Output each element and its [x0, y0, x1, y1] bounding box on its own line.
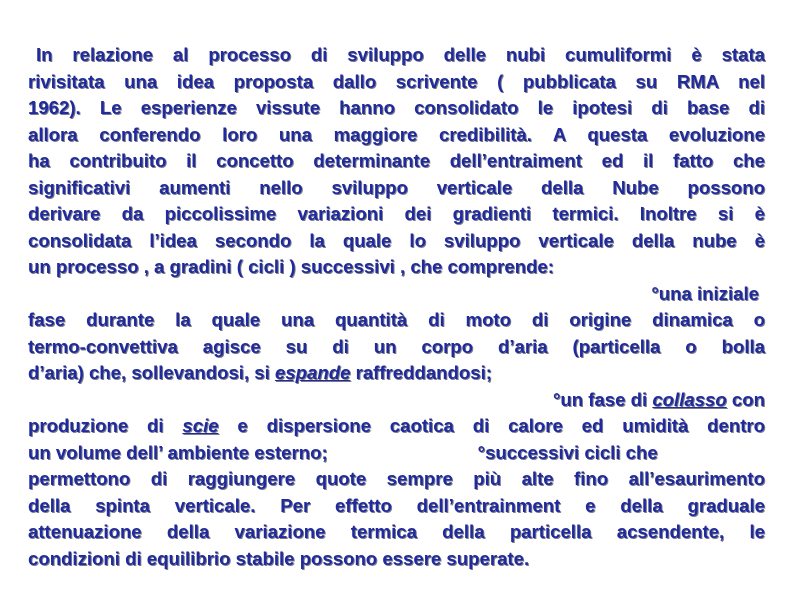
text-line-17: permettono di raggiungere quote sempre più alte fino all’esaurimento [28, 468, 765, 489]
list-item-3-marker: °successivi cicli che [477, 441, 658, 463]
text-line-18: della spinta verticale. Per effetto dell’entrainment e della graduale [28, 494, 765, 516]
text-line-16: un volume dell’ ambiente esterno; °successivi cicli che [28, 441, 658, 463]
text-line-13: d’aria) che, sollevandosi, si espande raffreddandosi; [28, 362, 492, 383]
text-line-9: un processo , a gradini ( cicli ) successivi , che comprende: [28, 256, 554, 277]
list-item-2-marker: °un fase di collasso con [552, 388, 765, 410]
text-line-2: rivisitata una idea proposta dallo scrivente ( pubblicata su RMA nel [28, 70, 765, 92]
text-line-4: allora conferendo loro una maggiore credibilità. A questa evoluzione [28, 123, 765, 145]
text-line-11: fase durante la quale una quantità di moto di origine dinamica o [28, 309, 765, 330]
emphasis-espande: espande [274, 362, 351, 383]
text-line-7: derivare da piccolissime variazioni dei gradienti termici. Inoltre si è [28, 203, 765, 224]
text-line-15: produzione di scie e dispersione caotica di calore ed umidità dentro [28, 415, 766, 436]
text-line-19: attenuazione della variazione termica della particella acsendente, le [28, 521, 765, 542]
text-line-8: consolidata l’idea secondo la quale lo sviluppo verticale della nube è [28, 229, 765, 251]
body-paragraph [28, 42, 765, 572]
emphasis-scie: scie [182, 415, 219, 436]
text-line-5: ha contribuito il concetto determinante dell’entraiment ed il fatto che [28, 150, 765, 171]
text-line-12: termo-convettiva agisce su di un corpo d’aria (particella o bolla [28, 335, 765, 357]
emphasis-collasso: collasso [652, 388, 727, 410]
text-line-20: condizioni di equilibrio stabile possono essere superate. [28, 547, 530, 569]
text-line-6: significativi aumenti nello sviluppo verticale della Nube possono [28, 176, 765, 198]
text-line-3: 1962). Le esperienze vissute hanno consolidato le ipotesi di base di [28, 97, 765, 118]
list-item-1-marker: °una iniziale [651, 282, 759, 304]
text-line-1: In relazione al processo di sviluppo delle nubi cumuliformi è stata [36, 44, 765, 65]
